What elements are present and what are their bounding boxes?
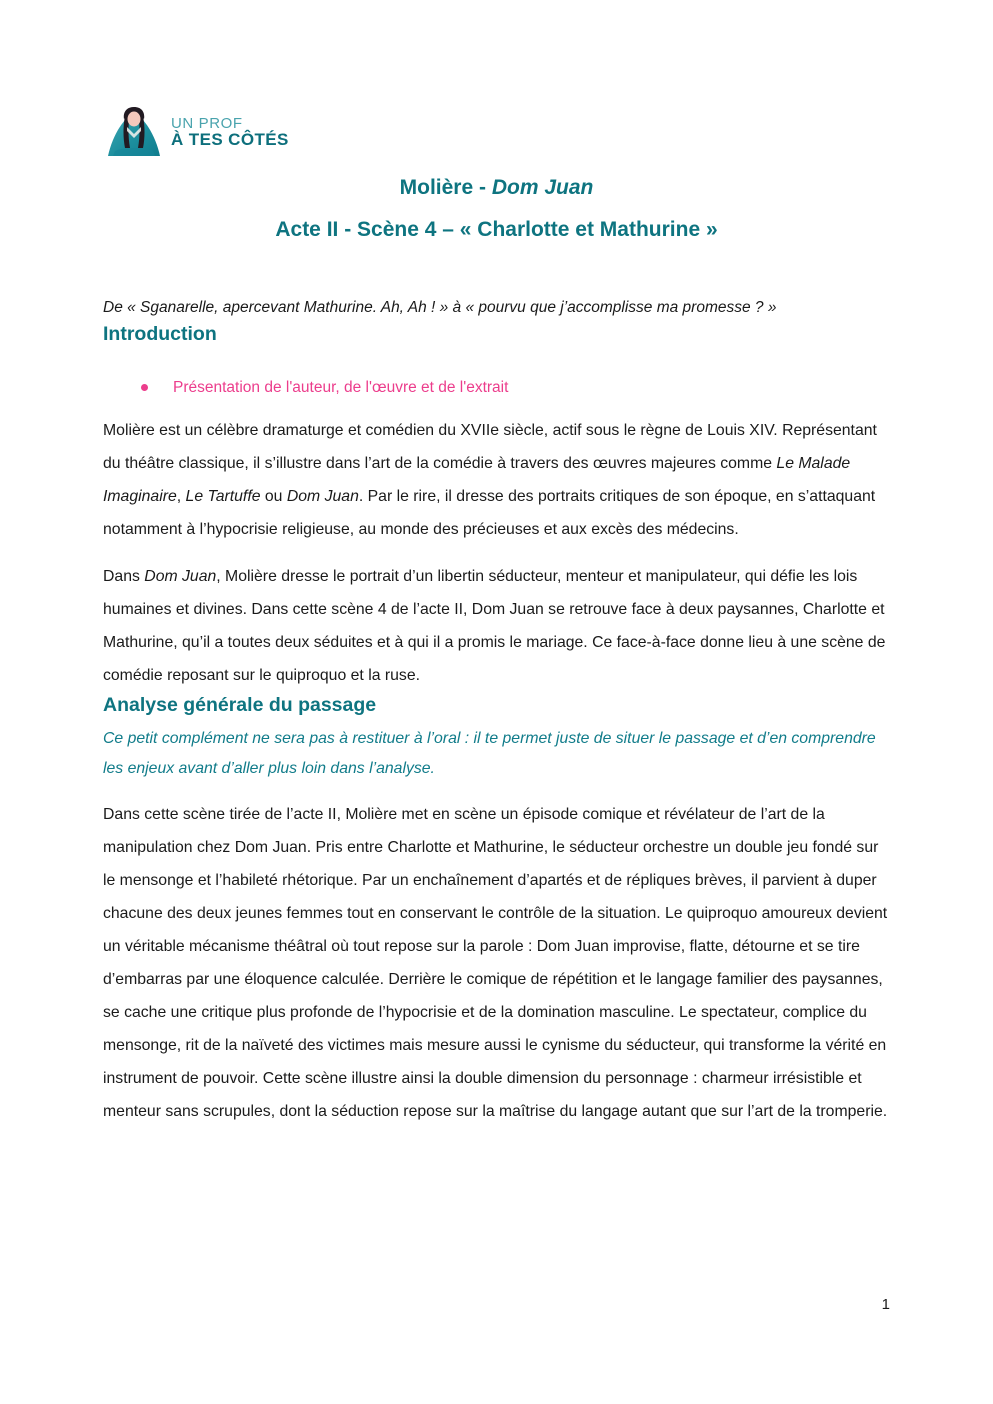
teacher-illustration-logo-icon	[103, 104, 165, 162]
intro-p1-italic-1: Le Malade Imaginaire	[103, 455, 851, 505]
intro-p1-part1: Molière est un célèbre dramaturge et comédien du XVIIe siècle, actif sous le règne de Louis XIV. Représentant du théâtre classique, il s’illustre dans l’art de la comédie à travers des œuvres majeures comme	[103, 422, 877, 472]
list-item-label: Présentation de l'auteur, de l'œuvre et de l'extrait	[173, 379, 509, 396]
brand-line-2: À TES CÔTÉS	[171, 129, 289, 149]
brand-wordmark	[171, 116, 289, 151]
document-title-block	[103, 172, 890, 246]
page-title-author-work: Molière -	[399, 176, 492, 199]
intro-p2-part2: , Molière dresse le portrait d’un libertin séducteur, menteur et manipulateur, qui défie les lois humaines et divines. Dans cette scène 4 de l’acte II, Dom Juan se retrouve face à deux paysannes, Charlotte et Mathurine, qu’il a toutes deux séduites et à qui il a promis le mariage. Ce face-à-face donne lieu à une scène de comédie reposant sur le quiproquo et la ruse.	[103, 568, 886, 684]
section-heading-introduction: Introduction	[103, 323, 217, 345]
introduction-paragraph-2	[103, 560, 890, 692]
intro-p2-italic-1: Dom Juan	[144, 568, 217, 585]
page-title	[103, 172, 890, 204]
intro-p1-italic-3: Dom Juan	[286, 488, 359, 505]
intro-p1-part4: . Par le rire, il dresse des portraits critiques de son époque, en s’attaquant notamment à l’hypocrisie religieuse, au monde des précieuses et aux excès des médecins.	[103, 488, 876, 538]
brand-line-1: UN PROF	[171, 114, 243, 132]
intro-p1-italic-2: Le Tartuffe	[185, 488, 261, 505]
page-subtitle: Acte II - Scène 4 – « Charlotte et Mathurine »	[275, 218, 718, 241]
bullet-dot-icon	[141, 384, 148, 391]
analyse-paragraph: Dans cette scène tirée de l’acte II, Molière met en scène un épisode comique et révélateur de l’art de la manipulation chez Dom Juan. Pris entre Charlotte et Mathurine, le séducteur orchestre un double jeu fondé sur le mensonge et l’habileté rhétorique. Par un enchaînement d’apartés et de répliques brèves, il parvient à duper chacune des deux jeunes femmes tout en conservant le contrôle de la situation. Le quiproquo amoureux devient un véritable mécanisme théâtral où tout repose sur la parole : Dom Juan improvise, flatte, détourne et se tire d’embarras par une éloquence calculée. Derrière le comique de répétition et le langage familier des paysannes, se cache une critique plus profonde de l’hypocrisie et de la domination masculine. Le spectateur, complice du mensonge, rit de la naïveté des victimes mais mesure aussi le cynisme du séducteur, qui transforme la vérité en instrument de pouvoir. Cette scène illustre ainsi la double dimension du personnage : charmeur irrésistible et menteur sans scrupules, dont la séduction repose sur la maîtrise du langage autant que sur l’art de la tromperie.	[103, 806, 888, 1120]
extract-range: De « Sganarelle, apercevant Mathurine. Ah, Ah ! » à « pourvu que j’accomplisse ma promesse ? »	[103, 299, 777, 316]
intro-p1-part3: ou	[260, 488, 287, 505]
analyse-note: Ce petit complément ne sera pas à restituer à l’oral : il te permet juste de situer le passage et d’en comprendre les enjeux avant d’aller plus loin dans l’analyse.	[103, 730, 876, 777]
intro-p2-part1: Dans	[103, 568, 145, 585]
page-number: 1	[881, 1296, 890, 1313]
introduction-paragraph-1	[103, 414, 890, 546]
introduction-bullet-list	[103, 376, 890, 400]
list-item	[141, 376, 890, 400]
intro-p1-part2: ,	[176, 488, 186, 505]
page-title-work-italic: Dom Juan	[491, 176, 594, 199]
section-heading-analyse: Analyse générale du passage	[103, 694, 377, 716]
brand-logo	[103, 104, 289, 162]
document-body	[103, 295, 890, 1128]
